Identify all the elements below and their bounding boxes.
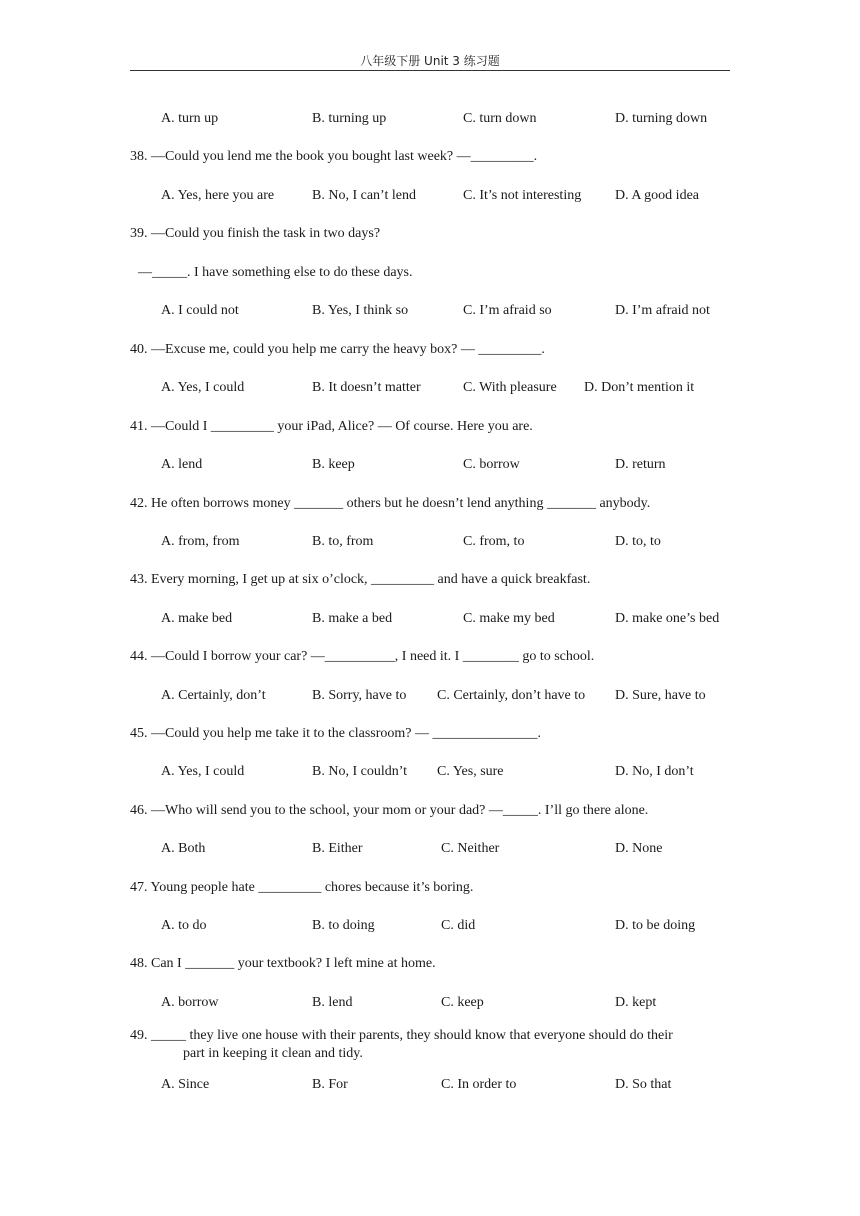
option-c: C. With pleasure (463, 380, 557, 395)
option-b: B. Either (312, 841, 363, 856)
option-b: B. No, I can’t lend (312, 188, 416, 203)
option-b: B. to doing (312, 918, 375, 933)
question-continuation: —_____. I have something else to do these days. (138, 265, 413, 280)
answer-options-row (161, 456, 741, 474)
option-a: A. Yes, I could (161, 380, 245, 395)
question-text: 43. Every morning, I get up at six o’clock, _________ and have a quick breakfast. (130, 572, 591, 587)
option-a: A. Yes, here you are (161, 188, 275, 203)
option-d: D. to, to (615, 534, 661, 549)
option-b: B. Yes, I think so (312, 303, 409, 318)
option-c: C. from, to (463, 534, 525, 549)
page-header-title: 八年级下册 Unit 3 练习题 (360, 54, 500, 68)
option-c: C. Neither (441, 841, 500, 856)
option-b: B. It doesn’t matter (312, 380, 421, 395)
option-d: D. to be doing (615, 918, 696, 933)
question-continuation: part in keeping it clean and tidy. (183, 1046, 363, 1061)
option-a: A. Since (161, 1077, 210, 1092)
option-b: B. No, I couldn’t (312, 764, 408, 779)
answer-options-row (161, 379, 741, 397)
answer-options-row (161, 302, 741, 320)
option-d: D. I’m afraid not (615, 303, 710, 318)
answer-options-row (161, 110, 741, 128)
question-text: 40. —Excuse me, could you help me carry the heavy box? — _________. (130, 342, 545, 357)
answer-options-row (161, 763, 741, 781)
question-text: 44. —Could I borrow your car? —__________, I need it. I ________ go to school. (130, 649, 595, 664)
option-c: C. I’m afraid so (463, 303, 552, 318)
option-b: B. For (312, 1077, 348, 1092)
question-text: 48. Can I _______ your textbook? I left mine at home. (130, 956, 436, 971)
option-d: D. Don’t mention it (584, 380, 695, 395)
option-d: D. No, I don’t (615, 764, 694, 779)
option-a: A. Both (161, 841, 206, 856)
option-c: C. keep (441, 995, 484, 1010)
option-b: B. keep (312, 457, 355, 472)
option-c: C. Yes, sure (437, 764, 504, 779)
option-c: C. did (441, 918, 476, 933)
option-a: A. Yes, I could (161, 764, 245, 779)
question-text: 46. —Who will send you to the school, your mom or your dad? —_____. I’ll go there alone. (130, 803, 649, 818)
option-d: D. turning down (615, 111, 708, 126)
question-text: 42. He often borrows money _______ others but he doesn’t lend anything _______ anybody. (130, 496, 651, 511)
option-d: D. Sure, have to (615, 688, 706, 703)
answer-options-row (161, 533, 741, 551)
answer-options-row (161, 840, 741, 858)
option-d: D. return (615, 457, 666, 472)
option-b: B. lend (312, 995, 353, 1010)
option-a: A. to do (161, 918, 207, 933)
option-a: A. borrow (161, 995, 219, 1010)
option-b: B. Sorry, have to (312, 688, 407, 703)
answer-options-row (161, 1076, 741, 1094)
option-c: C. borrow (463, 457, 520, 472)
option-c: C. In order to (441, 1077, 517, 1092)
answer-options-row (161, 917, 741, 935)
question-text: 49. _____ they live one house with their parents, they should know that everyone should do their (130, 1028, 673, 1043)
answer-options-row (161, 687, 741, 705)
option-b: B. to, from (312, 534, 374, 549)
option-d: D. None (615, 841, 663, 856)
answer-options-row (161, 610, 741, 628)
option-b: B. turning up (312, 111, 387, 126)
question-text: 41. —Could I _________ your iPad, Alice? — Of course. Here you are. (130, 419, 533, 434)
option-d: D. make one’s bed (615, 611, 720, 626)
question-text: 47. Young people hate _________ chores because it’s boring. (130, 880, 474, 895)
option-a: A. from, from (161, 534, 240, 549)
header-divider (130, 70, 730, 71)
question-text: 38. —Could you lend me the book you bought last week? —_________. (130, 149, 538, 164)
option-d: D. A good idea (615, 188, 699, 203)
question-text: 45. —Could you help me take it to the classroom? — _______________. (130, 726, 542, 741)
option-c: C. make my bed (463, 611, 555, 626)
option-d: D. kept (615, 995, 657, 1010)
option-d: D. So that (615, 1077, 672, 1092)
option-a: A. Certainly, don’t (161, 688, 266, 703)
answer-options-row (161, 994, 741, 1012)
answer-options-row (161, 187, 741, 205)
option-a: A. make bed (161, 611, 233, 626)
option-b: B. make a bed (312, 611, 393, 626)
option-a: A. lend (161, 457, 203, 472)
option-a: A. I could not (161, 303, 239, 318)
option-c: C. turn down (463, 111, 537, 126)
question-text: 39. —Could you finish the task in two days? (130, 226, 381, 241)
option-c: C. Certainly, don’t have to (437, 688, 586, 703)
option-c: C. It’s not interesting (463, 188, 582, 203)
option-a: A. turn up (161, 111, 219, 126)
